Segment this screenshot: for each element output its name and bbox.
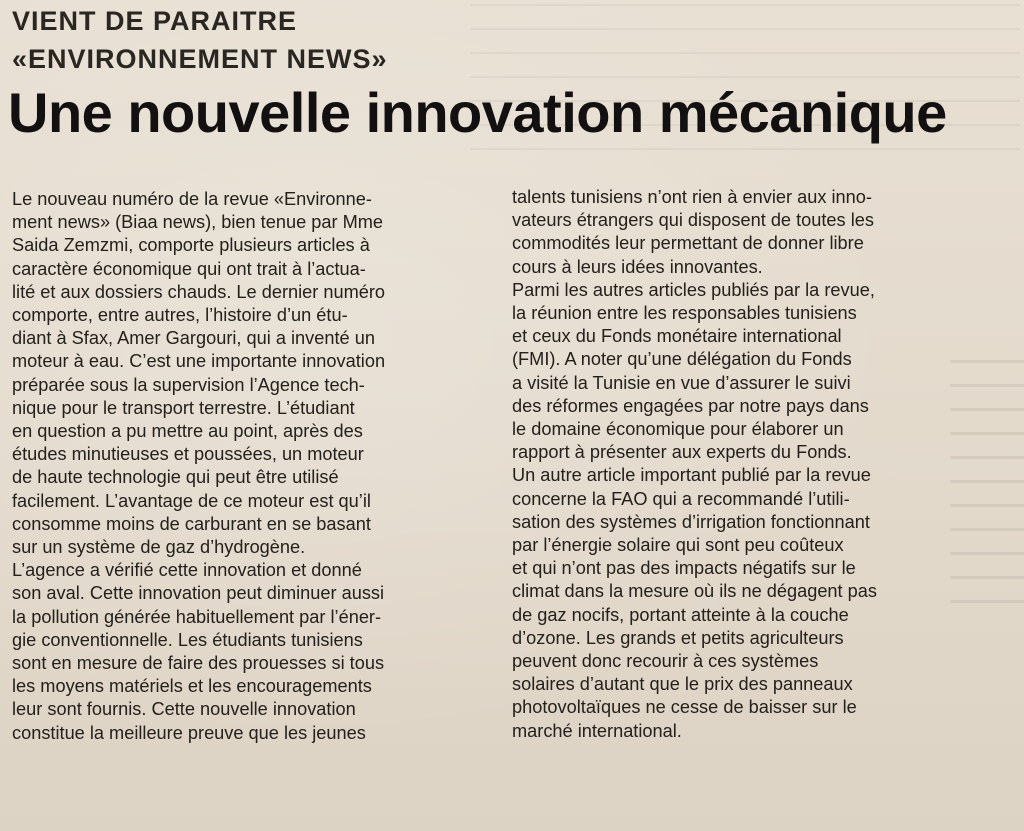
text-line: concerne la FAO qui a recommandé l’utili- xyxy=(512,488,850,509)
kicker-line-1: VIENT DE PARAITRE xyxy=(12,6,298,36)
text-line: moteur à eau. C’est une importante innovation xyxy=(12,351,386,372)
text-line: préparée sous la supervision l’Agence tech- xyxy=(12,374,365,395)
text-line: d’ozone. Les grands et petits agriculteurs xyxy=(512,627,844,648)
kicker-line-2: «ENVIRONNEMENT NEWS» xyxy=(12,44,388,74)
article-headline: Une nouvelle innovation mécanique xyxy=(8,81,947,144)
text-line: caractère économique qui ont trait à l’actua- xyxy=(12,258,366,279)
text-line: Parmi les autres articles publiés par la revue, xyxy=(512,279,875,300)
text-line: consomme moins de carburant en se basant xyxy=(12,513,371,534)
text-line: lité et aux dossiers chauds. Le dernier numéro xyxy=(12,281,386,302)
text-line: Saida Zemzmi, comporte plusieurs articles à xyxy=(12,235,370,256)
text-line: et ceux du Fonds monétaire international xyxy=(512,326,842,347)
text-line: solaires d’autant que le prix des panneaux xyxy=(512,674,853,695)
text-line: les moyens matériels et les encouragements xyxy=(12,676,372,697)
text-line: rapport à présenter aux experts du Fonds. xyxy=(512,442,852,463)
text-line: a visité la Tunisie en vue d’assurer le suivi xyxy=(512,372,851,393)
article-column-right xyxy=(512,186,988,743)
text-line: par l’énergie solaire qui sont peu coûteux xyxy=(512,535,844,556)
text-line: comporte, entre autres, l’histoire d’un étu- xyxy=(12,305,348,326)
text-line: des réformes engagées par notre pays dans xyxy=(512,395,869,416)
text-line: facilement. L’avantage de ce moteur est qu’il xyxy=(12,490,371,511)
text-line: (FMI). A noter qu’une délégation du Fonds xyxy=(512,349,852,370)
text-line: ment news» (Biaa news), bien tenue par Mme xyxy=(12,212,384,233)
text-line: études minutieuses et poussées, un moteur xyxy=(12,444,364,465)
text-line: vateurs étrangers qui disposent de toutes les xyxy=(512,210,874,231)
text-line: son aval. Cette innovation peut diminuer aussi xyxy=(12,583,385,604)
text-line: nique pour le transport terrestre. L’étudiant xyxy=(12,397,355,418)
text-line: le domaine économique pour élaborer un xyxy=(512,419,844,440)
text-line: cours à leurs idées innovantes. xyxy=(512,256,763,277)
text-line: peuvent donc recourir à ces systèmes xyxy=(512,651,819,672)
text-line: sur un système de gaz d’hydrogène. xyxy=(12,537,306,558)
text-line: constitue la meilleure preuve que les jeunes xyxy=(12,722,366,743)
text-line: commodités leur permettant de donner libre xyxy=(512,233,864,254)
text-line: sont en mesure de faire des prouesses si tous xyxy=(12,653,385,674)
text-line: Un autre article important publié par la revue xyxy=(512,465,871,486)
text-line: sation des systèmes d’irrigation fonctionnant xyxy=(512,511,870,532)
text-line: diant à Sfax, Amer Gargouri, qui a inventé un xyxy=(12,328,375,349)
text-line: marché international. xyxy=(512,720,682,741)
text-line: talents tunisiens n’ont rien à envier aux inno- xyxy=(512,187,872,207)
text-line: en question a pu mettre au point, après des xyxy=(12,421,363,442)
text-line: leur sont fournis. Cette nouvelle innovation xyxy=(12,699,356,720)
text-line: de gaz nocifs, portant atteinte à la couche xyxy=(512,604,849,625)
text-line: de haute technologie qui peut être utilisé xyxy=(12,467,339,488)
text-line: et qui n’ont pas des impacts négatifs sur le xyxy=(512,558,856,579)
text-line: gie conventionnelle. Les étudiants tunisiens xyxy=(12,629,363,650)
text-line: la réunion entre les responsables tunisiens xyxy=(512,303,857,324)
text-line: Le nouveau numéro de la revue «Environne- xyxy=(12,189,372,209)
text-line: climat dans la mesure où ils ne dégagent pas xyxy=(512,581,877,602)
text-line: photovoltaïques ne cesse de baisser sur le xyxy=(512,697,857,718)
text-line: la pollution générée habituellement par l’éner- xyxy=(12,606,382,627)
text-line: L’agence a vérifié cette innovation et donné xyxy=(12,560,362,581)
article-column-left xyxy=(12,188,497,745)
